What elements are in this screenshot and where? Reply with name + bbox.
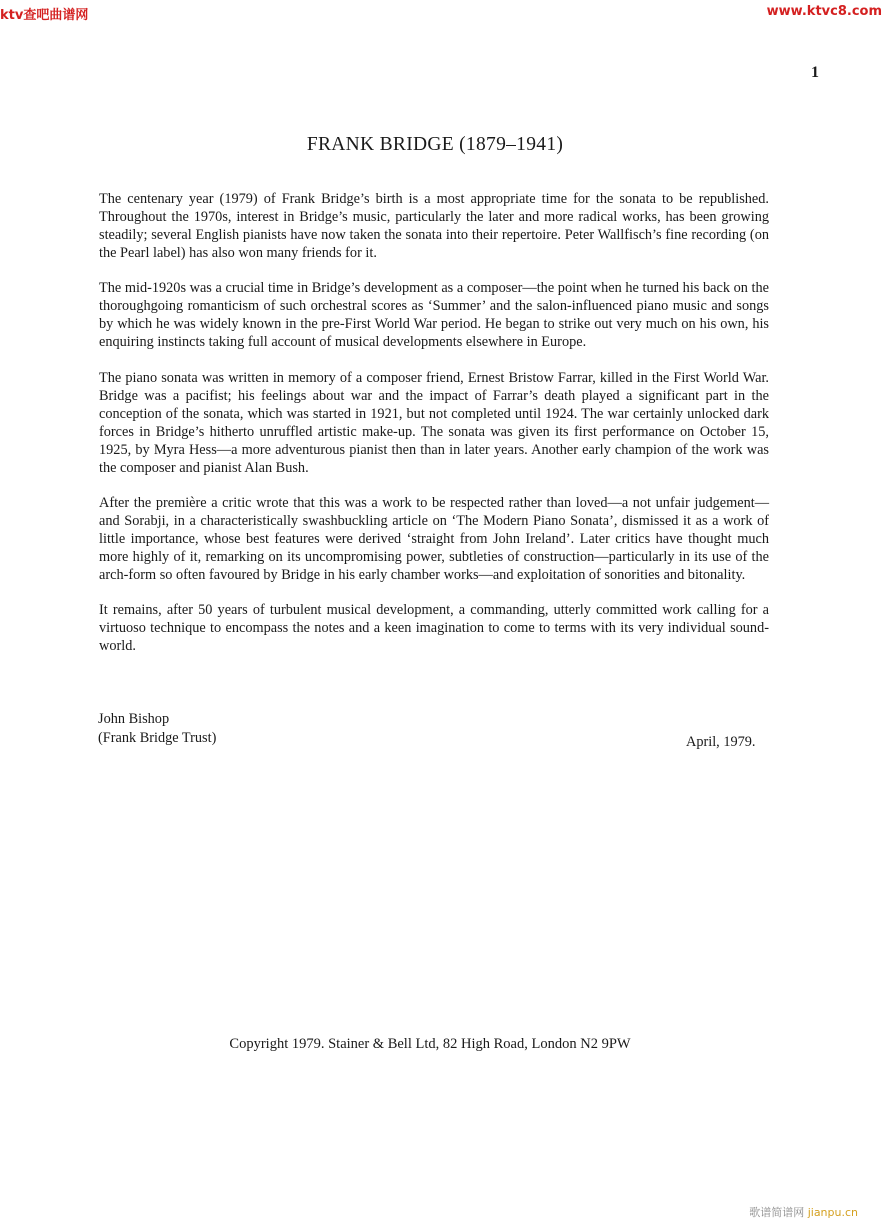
watermark-bottom-site: jianpu.cn <box>807 1206 858 1219</box>
article-body <box>99 190 769 672</box>
paragraph: The centenary year (1979) of Frank Bridge’s birth is a most appropriate time for the sonata to be republished. Throughout the 1970s, interest in Bridge’s music, particularly the later and more radical works, has been growing steadily; several English pianists have now taken the sonata into their repertoire. Peter Wallfisch’s fine recording (on the Pearl label) has also won many friends for it. <box>99 191 769 261</box>
paragraph: After the première a critic wrote that this was a work to be respected rather than loved—a not unfair judgement—and Sorabji, in a characteristically swashbuckling article on ‘The Modern Piano Sonata’, dismissed it as a work of little importance, whose best features were derived ‘straight from John Ireland’. Later critics have thought much more highly of it, remarking on its uncompromising power, subtleties of construction—particularly in its use of the arch-form so often favoured by Bridge in his early chamber works—and exploitation of sonorities and bitonality. <box>99 495 769 583</box>
author-name: John Bishop <box>98 711 170 727</box>
watermark-top-right: www.ktvc8.com <box>766 4 882 19</box>
paragraph: The piano sonata was written in memory of a composer friend, Ernest Bristow Farrar, killed in the First World War. Bridge was a pacifist; his feelings about war and the impact of Farrar’s death played a significant part in the conception of the sonata, which was started in 1921, but not completed until 1924. The war certainly unlocked dark forces in Bridge’s hitherto unruffled artistic make-up. The sonata was given its first performance on October 15, 1925, by Myra Hess—a more adventurous pianist then than in later years. Another early champion of the work was the composer and pianist Alan Bush. <box>99 370 769 476</box>
watermark-top-left: ktv查吧曲谱网 <box>0 8 89 23</box>
signature-date: April, 1979. <box>686 734 756 750</box>
watermark-bottom-prefix: 歌谱简谱网 <box>749 1206 808 1219</box>
author-affiliation: (Frank Bridge Trust) <box>98 730 217 746</box>
copyright-notice: Copyright 1979. Stainer & Bell Ltd, 82 High Road, London N2 9PW <box>229 1036 631 1052</box>
page-title: FRANK BRIDGE (1879–1941) <box>306 134 564 155</box>
signature-block <box>98 710 216 748</box>
paragraph: The mid-1920s was a crucial time in Bridge’s development as a composer—the point when he turned his back on the thoroughgoing romanticism of such orchestral scores as ‘Summer’ and the salon-influenced piano music and songs by which he was widely known in the pre-First World War period. He began to strike out very much on his own, his enquiring instincts taking full account of musical developments elsewhere in Europe. <box>99 280 769 350</box>
watermark-bottom-right <box>749 1204 858 1220</box>
page-number: 1 <box>811 64 819 81</box>
paragraph: It remains, after 50 years of turbulent musical development, a commanding, utterly committed work calling for a virtuoso technique to encompass the notes and a keen imagination to come to terms with its very individual sound-world. <box>99 602 769 654</box>
